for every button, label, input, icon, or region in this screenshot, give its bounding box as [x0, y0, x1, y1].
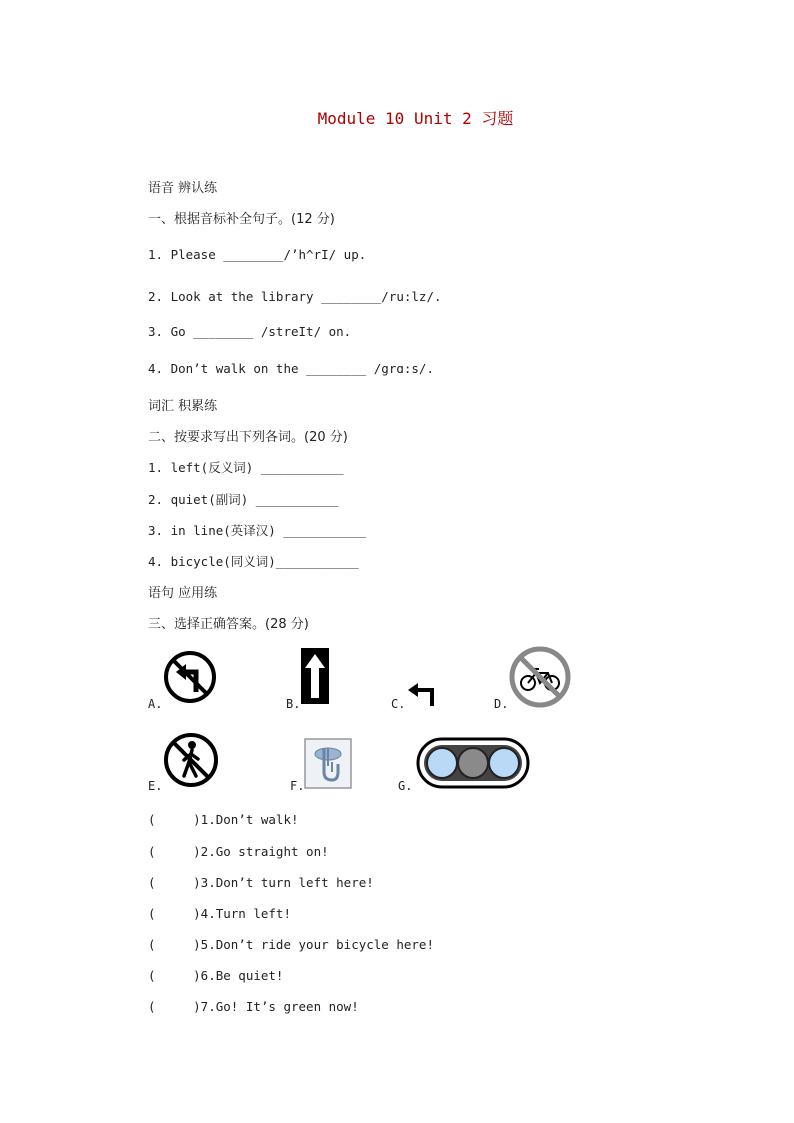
no-walking-sign-icon	[163, 732, 219, 788]
traffic-light-icon	[416, 737, 530, 789]
option-label: C.	[391, 697, 406, 711]
question-item: ( )3.Don’t turn left here!	[148, 875, 374, 890]
question-item: ( )2.Go straight on!	[148, 844, 329, 859]
section-heading: 三、选择正确答案。(28 分)	[148, 617, 309, 632]
exercise-item: 4. bicycle(同义词)___________	[148, 554, 359, 569]
option-label: B.	[286, 697, 301, 711]
turn-left-arrow-icon	[406, 680, 438, 706]
exercise-item: 4. Don’t walk on the ________ /grɑ:s/.	[148, 361, 434, 376]
section-category: 语音 辨认练	[148, 181, 218, 196]
quiet-sign-icon	[304, 738, 352, 789]
question-item: ( )4.Turn left!	[148, 906, 291, 921]
section-heading: 二、按要求写出下列各词。(20 分)	[148, 430, 348, 445]
section-heading: 一、根据音标补全句子。(12 分)	[148, 212, 335, 227]
exercise-item: 2. Look at the library ________/ru:lz/.	[148, 289, 442, 304]
question-item: ( )7.Go! It’s green now!	[148, 999, 359, 1014]
no-bicycle-sign-icon	[508, 645, 572, 709]
straight-arrow-sign-icon	[301, 648, 329, 704]
option-label: G.	[398, 779, 413, 793]
section-category: 语句 应用练	[148, 586, 218, 601]
exercise-item: 1. left(反义词) ___________	[148, 460, 344, 475]
exercise-item: 3. in line(英译汉) ___________	[148, 523, 367, 538]
exercise-item: 3. Go ________ /streIt/ on.	[148, 324, 352, 339]
exercise-item: 1. Please ________/’h^rI/ up.	[148, 247, 367, 262]
option-label: F.	[290, 779, 305, 793]
question-item: ( )5.Don’t ride your bicycle here!	[148, 937, 434, 952]
section-category: 词汇 积累练	[148, 399, 218, 414]
option-label: A.	[148, 697, 163, 711]
page-title: Module 10 Unit 2 习题	[317, 109, 514, 128]
no-left-turn-sign-icon	[163, 650, 217, 704]
option-label: D.	[494, 697, 509, 711]
question-item: ( )6.Be quiet!	[148, 968, 284, 983]
exercise-item: 2. quiet(副词) ___________	[148, 492, 339, 507]
question-item: ( )1.Don’t walk!	[148, 812, 299, 827]
option-label: E.	[148, 779, 163, 793]
